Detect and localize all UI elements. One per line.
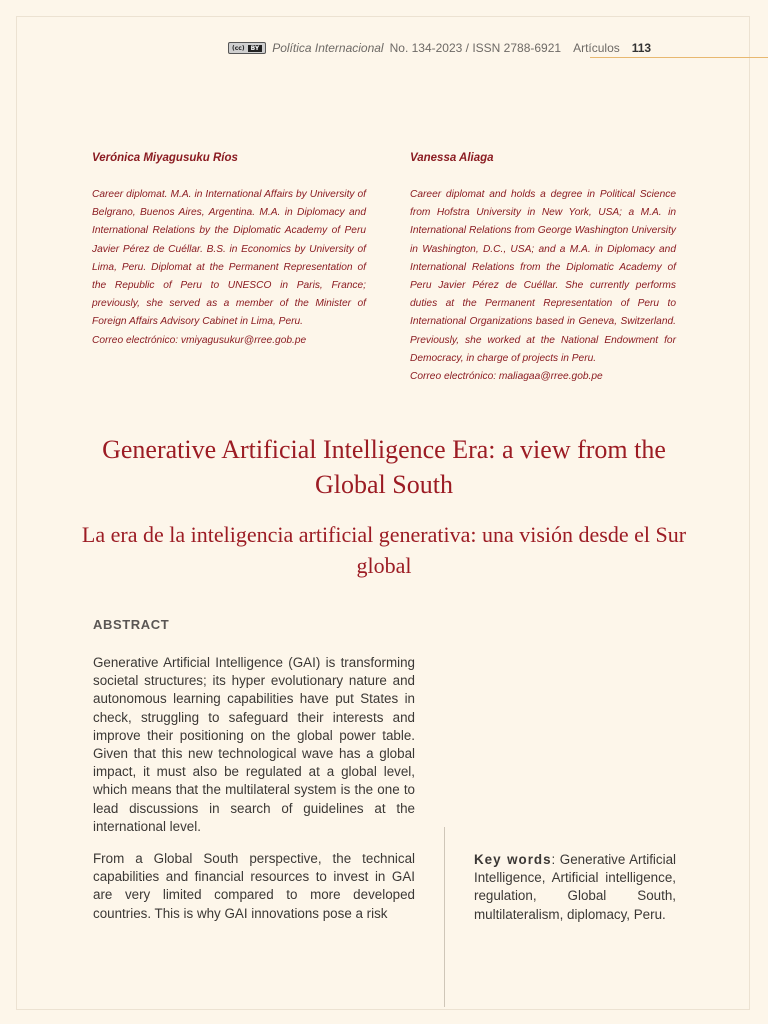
abstract-paragraph: From a Global South perspective, the technical capabilities and financial resources to invest in GAI are very limited compared to more developed countries. This is why GAI innovations pose a risk — [93, 851, 415, 921]
article-title-spanish: La era de la inteligencia artificial generativa: una visión desde el Sur global — [81, 522, 687, 578]
running-header — [228, 41, 651, 55]
author-bio-text: Career diplomat. M.A. in International Affairs by University of Belgrano, Buenos Aires, Argentina. M.A. in Diplomacy and International Relations by the Diplomatic Academy of Peru Javier Pérez de Cuéllar. B.S. in Economics by University of Lima, Peru. Diplomat at the Permanent Representation of the Republic of Peru to UNESCO in Paris, France; previously, she served as a member of the Minister of Foreign Affairs Advisory Cabinet in Lima, Peru. — [92, 189, 366, 328]
column-divider — [444, 827, 445, 1007]
cc-label: (cc) — [232, 44, 245, 52]
author-block-1 — [92, 152, 366, 350]
header-rule — [590, 57, 768, 58]
abstract-paragraph: Generative Artificial Intelligence (GAI) is transforming societal structures; its hyper evolutionary nature and autonomous learning capabilities have put States in check, struggling to safeguard their interests and improve their positioning on the global power table. Given that this new technological wave has a global impact, it must also be regulated at a global level, which means that the multilateral system is the one to lead discussions in search of guidelines at the international level. — [93, 655, 415, 834]
author-email: Correo electrónico: maliagaa@rree.gob.pe — [410, 371, 603, 383]
author-block-2 — [410, 152, 676, 386]
author-name: Verónica Miyagusuku Ríos — [92, 152, 238, 164]
keywords-text: : Generative Artificial Intelligence, Artificial intelligence, regulation, Global South, multilateralism, diplomacy, Peru. — [474, 852, 676, 922]
issue-info: No. 134-2023 / ISSN 2788-6921 — [389, 41, 562, 55]
article-title-english: Generative Artificial Intelligence Era: a view from the Global South — [102, 435, 666, 499]
author-email: Correo electrónico: vmiyagusukur@rree.gob.pe — [92, 334, 307, 346]
keywords-block — [474, 851, 676, 924]
author-name: Vanessa Aliaga — [410, 152, 494, 164]
author-bio — [92, 186, 366, 350]
page-number: 113 — [631, 41, 652, 55]
author-bio — [410, 186, 676, 386]
journal-name: Política Internacional — [272, 41, 384, 55]
by-label: BY — [248, 45, 263, 52]
keywords-label: Key words — [474, 852, 552, 867]
author-bio-text: Career diplomat and holds a degree in Political Science from Hofstra University in New York, USA; a M.A. in International Relations from George Washington University in Washington, D.C., USA; and a M.A. in Diplomacy and International Relations from the Diplomatic Academy of Peru Javier Pérez de Cuéllar. She currently performs duties at the Permanent Representation of Peru to International Organizations based in Geneva, Switzerland. Previously, she worked at the National Endowment for Democracy, in charge of projects in Peru. — [410, 189, 676, 364]
cc-license-icon — [228, 42, 266, 54]
abstract-body — [93, 654, 415, 937]
abstract-heading: ABSTRACT — [93, 617, 170, 632]
section-label: Artículos — [573, 41, 620, 55]
